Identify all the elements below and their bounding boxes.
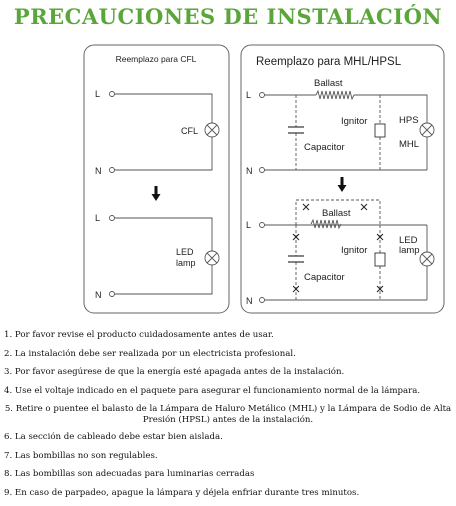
ignitor-removed-icon	[375, 253, 385, 266]
led-right-line-label: L	[246, 220, 252, 230]
arrow-down-icon	[152, 186, 161, 201]
ballast-removed-label: Ballast	[322, 208, 351, 219]
capacitor-label: Capacitor	[304, 142, 345, 153]
ignitor-label: Ignitor	[341, 116, 368, 127]
cfl-neutral-label: N	[95, 166, 102, 176]
note-item: 1. Por favor revise el producto cuidadosamente antes de usar.	[4, 330, 274, 340]
mhl-panel-heading: Reemplazo para MHL/HPSL	[256, 56, 402, 68]
note-item: 9. En caso de parpadeo, apague la lámpara y déjela enfriar durante tres minutos.	[4, 487, 360, 498]
cfl-circuit	[110, 92, 220, 173]
note-item: 8. Las bombillas son adecuadas para luminarias cerradas	[4, 469, 255, 480]
ignitor-icon	[375, 124, 385, 137]
cfl-panel-heading: Reemplazo para CFL	[115, 54, 197, 64]
ballast-coil-icon	[316, 91, 354, 99]
led-left-line-label: L	[95, 213, 101, 223]
mhl-label: MHL	[399, 139, 420, 150]
page-title: PRECAUCIONES DE INSTALACIÓN	[13, 4, 443, 29]
note-item: 5. Retire o puentee el balasto de la Lámpara de Haluro Metálico (MHL) y la Lámpara de Sodio de Alta Presión (HPSL) antes de la instalación.	[4, 404, 452, 425]
led-circuit-left	[110, 216, 220, 297]
led-left-lamp-label-1: LED	[176, 247, 194, 257]
led-right-neutral-label: N	[246, 296, 253, 306]
note-item: 6. La sección de cableado debe estar bien aislada.	[4, 431, 223, 442]
ignitor-removed-label: Ignitor	[341, 245, 368, 256]
hps-line-label: L	[246, 90, 252, 100]
precautions-list	[4, 330, 452, 506]
led-left-lamp-label-2: lamp	[176, 258, 196, 268]
note-item: 7. Las bombillas no son regulables.	[4, 450, 158, 461]
cfl-line-label: L	[95, 89, 101, 99]
ballast-removed-coil-icon	[311, 220, 341, 228]
note-item: 3. Por favor asegúrese de que la energía esté apagada antes de la instalación.	[4, 367, 345, 378]
arrow-down-icon	[338, 177, 347, 192]
hps-label: HPS	[399, 115, 419, 126]
cfl-lamp-label: CFL	[180, 126, 198, 136]
capacitor-removed-label: Capacitor	[304, 272, 345, 283]
led-left-neutral-label: N	[95, 290, 102, 300]
hps-neutral-label: N	[246, 166, 253, 176]
led-right-label-2: lamp	[399, 245, 420, 256]
note-item: 2. La instalación debe ser realizada por un electricista profesional.	[4, 348, 296, 359]
cfl-panel	[84, 45, 229, 313]
ballast-label: Ballast	[314, 78, 343, 89]
note-item: 4. Use el voltaje indicado en el paquete para asegurar el funcionamiento normal de la lámpara.	[4, 385, 421, 396]
hps-circuit	[260, 91, 435, 173]
led-right-label-1: LED	[399, 235, 418, 246]
